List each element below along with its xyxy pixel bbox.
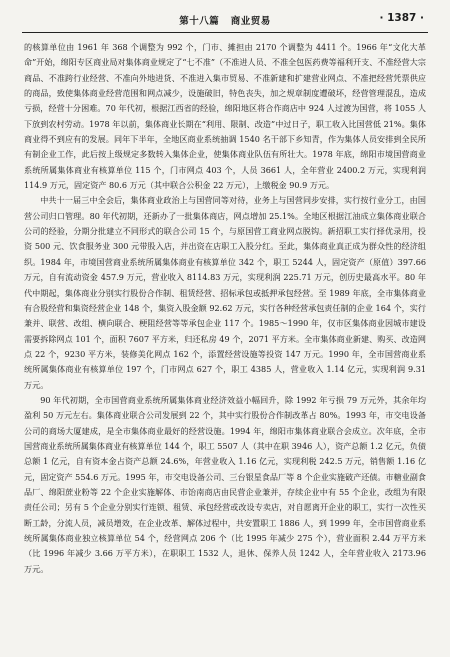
paragraph-2: 中共十一届三中全会后，集体商业政治上与国营同等对待，业务上与国营同步安排，实行按行业分工，由国营公司归口管理。80 年代初期，还新办了一批集体商店，网点增加 25.1%。全地区根据江油成立集体商业联合公司的经验，分期分批建立不同形式的联合公司 15 个，与原国营工商业网点脱钩。新招职工实行择优录用，投资 500 元、饮食服务业 300 元带股入店，并出资在店职工入股分红。至此，集体商业真正成为群众性的经济组织。1984 年，市境国营商业系统所属集体商业有核算单位 342 个，职工 5244 人，固定资产（原值）397.66 万元，自有流动资金 457.9 万元，营业收入 8114.83 万元，实现利润 225.71 万元，创历史最高水平。80 年代中期起，集体商业分别实行股份合作制、租赁经营、招标承包或抵押承包经营。至 1989 年底，全市集体商业有合股经营和集资经营企业 148 个，集资入股金额 92.62 万元，实行各种经营承包责任制的企业 164 个，实行兼并、联营、改组、横向联合、梗阻经营等等承包企业 117 个。1985～1990 年，仅市区集体商业因城市建设需要拆除网点 101 个，面积 7607 平方米，归还私房 49 个，2071 平方米。全市集体商业新建、购买、改造网点 22 个，9230 平方米，装修美化网点 162 个，添置经营设施等投资 147 万元。1990 年，全市国营商业系统所属集体商业有核算单位 197 个，门市网点 627 个，职工 4385 人，营业收入 1.14 亿元，实现利润 9.31 万元。 xyxy=(24,195,426,390)
paragraph-1: 的核算单位由 1961 年 368 个调整为 992 个，门市、摊担由 2170 个调整为 4411 个。1966 年“文化大革命”开始，绵阳专区商业局对集体商业规定了“七不准”（不准进人员、不准全包医药费等福利开支、不准经营大宗商品、不准跨行业经营、不准向外地进货、不准进入集市贸易、不准新建和扩建营业网点、不准把经营凭票供应的商品，致使集体商业经营范围和网点减少，设施破旧，特色丧失，加之规章制度遭破坏，经营管理混乱，造成亏损，经营十分困难。70 年代初，根据江西省的经验，绵阳地区将合作商店中 924 人过渡为国营，将 1055 人下放到农村劳动。1978 年以前，集体商业长期在“利用、限制、改造”中过日子，职工收入比国营低 21%。集体商业得不到应有的发展。同年下半年，全地区商业系统抽调 1540 名干部下乡知青，作为集体人员安排到全民所有制企业工作，此后按上级规定多数转入集体企业，使集体商业队伍有所壮大。1978 年底，绵阳市境国营商业系统所属集体商业有核算单位 115 个，门市网点 403 个，人员 3661 人，全年营业 2400.2 万元，实现利润 114.9 万元，固定资产 80.6 万元（其中联合公积金 22 万元），上缴税金 90.9 万元。 xyxy=(24,42,426,191)
page-header xyxy=(22,10,428,32)
chapter-label: 第十八篇 xyxy=(179,16,220,27)
page-number: · 1387 · xyxy=(379,12,424,24)
body-text xyxy=(24,40,426,577)
paragraph-3: 90 年代初期，全市国营商业系统所属集体商业经济效益小幅回升，除 1992 年亏损 79 万元外，其余年均盈利 50 万元左右。集体商业联合公司发展到 22 个，其中实行股份合作制改革占 80%。1993 年，市交电设备公司的商场大厦建成，是全市集体商业最好的经营设施。1994 年，绵阳市集体商业联合会成立。次年底，全市国营商业系统所属集体商业有核算单位 144 个，职工 5507 人（其中在职 3946 人），资产总额 1.2 亿元，负债总额 1 亿元，自有资本金占资产总额 24.6%，年营业收入 1.16 亿元，实现利税 242.5 万元，销售额 1.16 亿元，固定资产 554.6 万元。1995 年，市交电设备公司、三台银星食品厂等 8 个企业实施破产还债。市糖业副食品厂、绵阳蔗业粉等 22 个企业实施解体、市饴南商店由民营企业兼并，存续企业中有 55 个企业，改组为有限责任公司；另有 5 个企业分别实行连锁、租赁、承包经营或改设专卖店，对自愿离开企业的职工，实行一次性买断工龄，分流人员，减员增效，在企业改革、解体过程中，共安置职工 1886 人，到 1999 年，全市国营商业系统所属集体商业独立核算单位 54 个，经营网点 206 个（比 1995 年减少 275 个），营业面积 2.44 万平方米（比 1996 年减少 3.66 万平方米），在职职工 1532 人，退休、保养人员 1242 人，全年营业收入 2173.96 万元。 xyxy=(24,394,426,574)
running-title xyxy=(22,13,428,27)
section-title: 商业贸易 xyxy=(230,16,271,27)
header-divider xyxy=(22,32,428,33)
